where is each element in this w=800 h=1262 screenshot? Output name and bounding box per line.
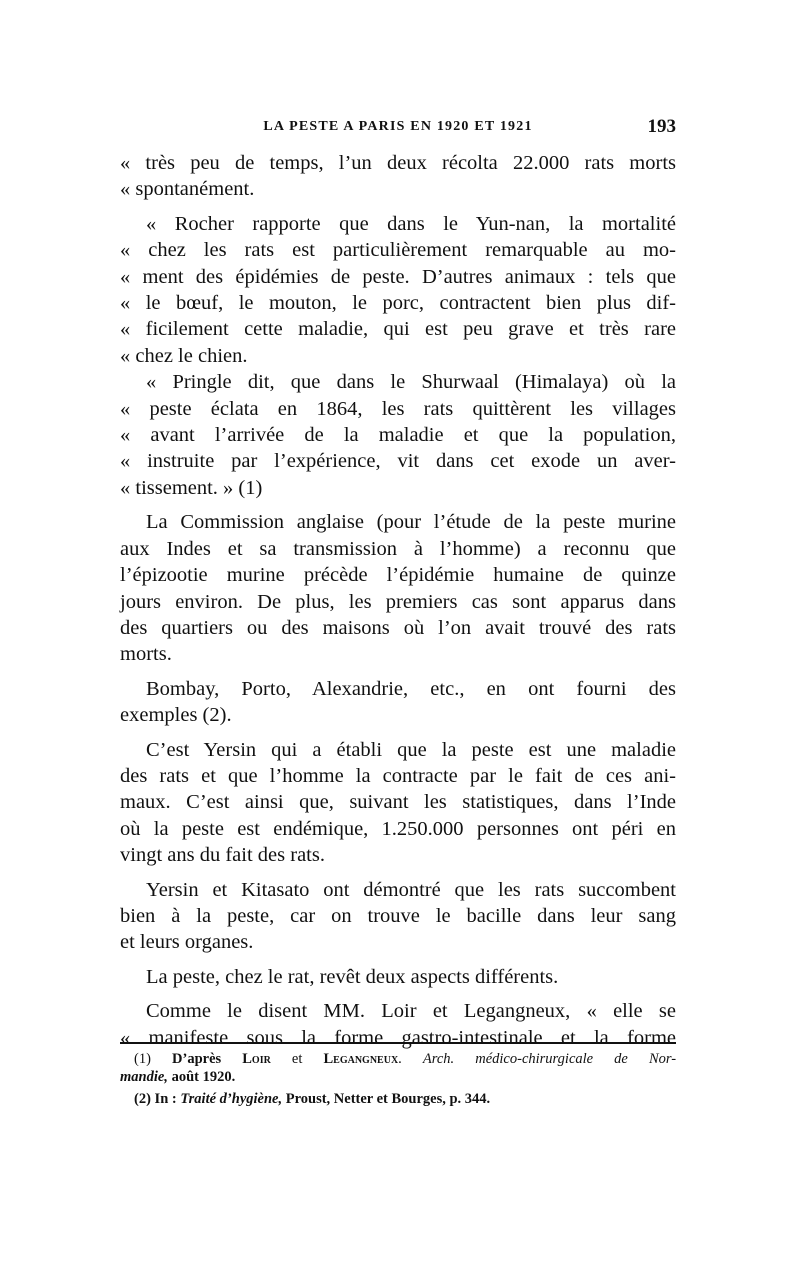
- footnote-author: Legangneux: [323, 1051, 399, 1067]
- text-line: Yersin et Kitasato ont démontré que les rats succombent: [146, 878, 676, 901]
- paragraph-6: [120, 737, 676, 869]
- footnote-marker: (2): [134, 1091, 151, 1107]
- footnotes: [120, 1050, 676, 1112]
- text-line: l’épizootie murine précède l’épidémie humaine de quinze: [120, 564, 676, 587]
- text-line: aux Indes et sa transmission à l’homme) a reconnu que: [120, 537, 676, 560]
- paragraph-1: [120, 150, 676, 203]
- footnote-line: [120, 1050, 676, 1068]
- text-line: où la peste est endémique, 1.250.000 personnes ont péri en: [120, 817, 676, 840]
- running-head: LA PESTE A PARIS EN 1920 ET 1921: [263, 119, 533, 134]
- footnote-journal: mandie,: [120, 1069, 168, 1085]
- text-line: « le bœuf, le mouton, le porc, contractent bien plus dif-: [120, 292, 676, 315]
- footnote-1: [120, 1050, 676, 1086]
- text-line: « ficilement cette maladie, qui est peu grave et très rare: [120, 318, 676, 341]
- footnote-2: [120, 1090, 676, 1108]
- footnote-conjunction: et: [291, 1051, 303, 1067]
- text-line: « très peu de temps, l’un deux récolta 22.000 rats morts: [120, 152, 676, 174]
- paragraph-3: [120, 369, 676, 501]
- footnote-line: [120, 1090, 676, 1108]
- text-line: Comme le disent MM. Loir et Legangneux, « elle se: [146, 1000, 676, 1023]
- paragraph-7: [120, 877, 676, 956]
- text-line: La Commission anglaise (pour l’étude de la peste murine: [146, 511, 676, 534]
- text-line: des rats et que l’homme la contracte par le fait de ces ani-: [120, 764, 676, 787]
- footnote-source: Proust, Netter et Bourges, p. 344.: [285, 1091, 491, 1107]
- page-number: 193: [647, 116, 676, 137]
- footnote-divider: [120, 1042, 676, 1044]
- footnote-author: Loir: [242, 1051, 271, 1067]
- text-line: C’est Yersin qui a établi que la peste est une maladie: [146, 738, 676, 761]
- text-line: « tissement. » (1): [120, 476, 263, 499]
- footnote-journal: Arch. médico-chirurgicale de Nor-: [422, 1051, 677, 1067]
- text-line: et leurs organes.: [120, 931, 254, 954]
- text-line: maux. C’est ainsi que, suivant les statistiques, dans l’Inde: [120, 791, 676, 814]
- text-line: bien à la peste, car on trouve le bacille dans leur sang: [120, 904, 676, 927]
- text-line: jours environ. De plus, les premiers cas sont apparus dans: [120, 590, 676, 613]
- paragraph-2: [120, 211, 676, 369]
- paragraph-5: [120, 676, 676, 729]
- text-line: « chez les rats est particulièrement remarquable au mo-: [120, 239, 676, 262]
- text-line: « Rocher rapporte que dans le Yun-nan, la mortalité: [146, 212, 676, 235]
- footnote-prefix: In :: [154, 1091, 177, 1107]
- paragraph-8: [120, 964, 676, 990]
- text-line: La peste, chez le rat, revêt deux aspects différents.: [146, 965, 559, 988]
- footnote-title: Traité d’hygiène,: [180, 1091, 283, 1107]
- footnote-line: [120, 1068, 676, 1086]
- text-line: « Pringle dit, que dans le Shurwaal (Himalaya) où la: [146, 371, 676, 394]
- footnote-separator: .: [398, 1051, 402, 1067]
- text-line: « chez le chien.: [120, 344, 248, 367]
- text-line: morts.: [120, 643, 172, 666]
- text-line: « ment des épidémies de peste. D’autres animaux : tels que: [120, 265, 676, 288]
- paragraph-4: [120, 509, 676, 667]
- text-line: « instruite par l’expérience, vit dans cet exode un aver-: [120, 450, 676, 473]
- footnote-prefix: D’après: [172, 1051, 222, 1067]
- text-line: exemples (2).: [120, 704, 232, 727]
- page-header: [120, 112, 676, 142]
- text-line: des quartiers ou des maisons où l’on avait trouvé des rats: [120, 616, 676, 639]
- text-line: « manifeste sous la forme gastro-intestinale et la forme: [120, 1026, 676, 1049]
- main-text: [120, 150, 676, 1051]
- text-line: Bombay, Porto, Alexandrie, etc., en ont fourni des: [146, 677, 676, 700]
- text-line: « peste éclata en 1864, les rats quittèrent les villages: [120, 397, 676, 420]
- text-line: « spontanément.: [120, 178, 255, 201]
- footnote-date: août 1920.: [171, 1069, 236, 1085]
- footnote-marker: (1): [134, 1051, 151, 1067]
- text-line: « avant l’arrivée de la maladie et que la population,: [120, 424, 676, 447]
- text-line: vingt ans du fait des rats.: [120, 844, 325, 867]
